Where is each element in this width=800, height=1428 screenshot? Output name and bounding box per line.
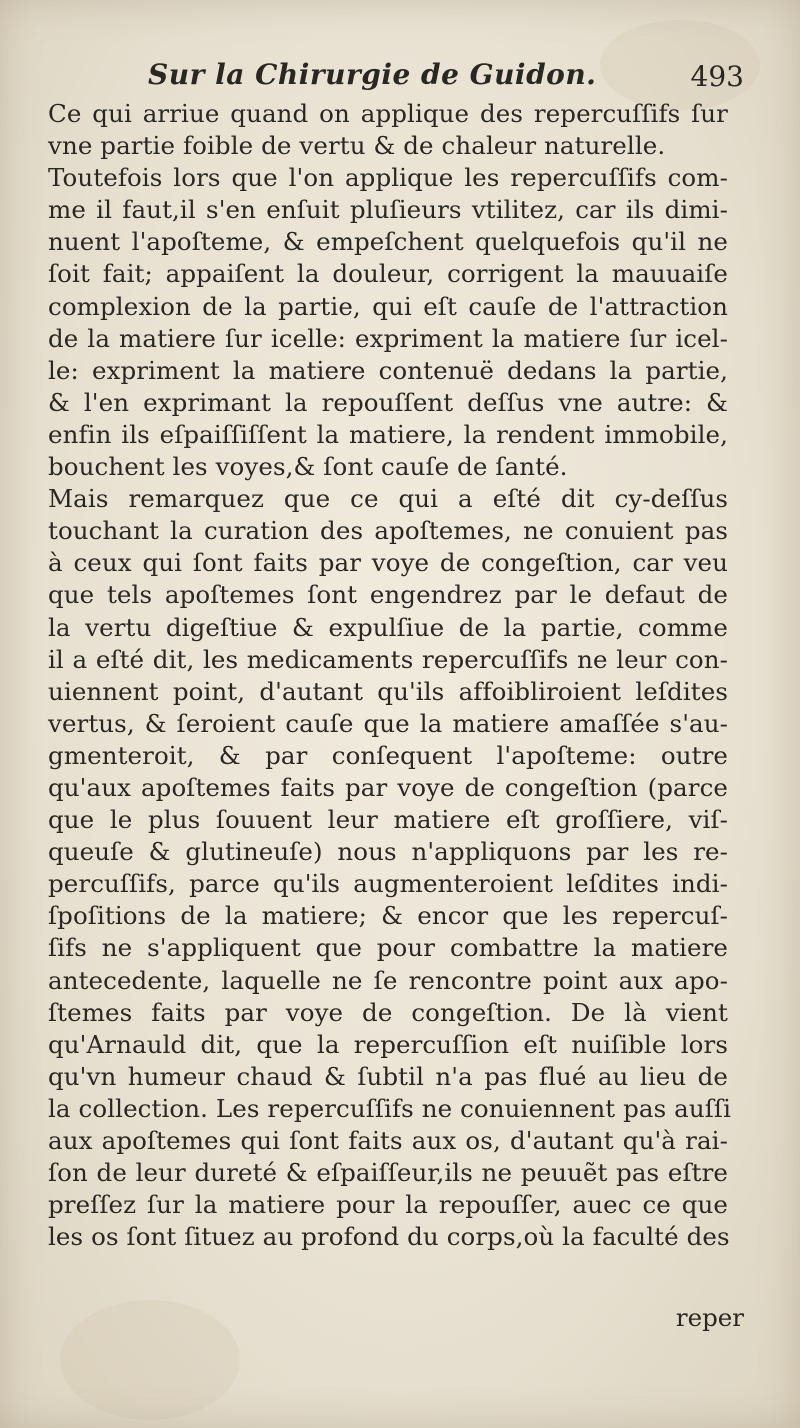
running-title: Sur la Chirurgie de Guidon. bbox=[148, 58, 597, 91]
text-line: vne partie foible de vertu & de chaleur naturelle. bbox=[48, 131, 666, 161]
text-line: Mais remarquez que ce qui a eſté dit cy-deſſus bbox=[48, 484, 728, 514]
catchword: reper bbox=[675, 1303, 744, 1332]
text-line: enfin ils eſpaiſſiſſent la matiere, la rendent immobile, bbox=[48, 419, 728, 449]
text-line: de la matiere ſur icelle: expriment la matiere ſur icel- bbox=[48, 323, 728, 353]
body-text bbox=[48, 98, 732, 1253]
text-line: à ceux qui ſont faits par voye de congeſtion, car veu bbox=[48, 548, 728, 578]
text-line: que tels apoſtemes ſont engendrez par le defaut de bbox=[48, 580, 728, 610]
paper-stain bbox=[60, 1300, 240, 1420]
text-line: vertus, & ſeroient cauſe que la matiere amaſſée s'au- bbox=[48, 708, 728, 738]
text-line: ſtemes faits par voye de congeſtion. De là vient bbox=[48, 997, 728, 1027]
text-line: la vertu digeſtiue & expulſiue de la partie, comme bbox=[48, 612, 728, 642]
text-line: aux apoſtemes qui ſont faits aux os, d'autant qu'à rai- bbox=[48, 1126, 728, 1155]
page-header bbox=[56, 58, 756, 98]
text-line: que le plus ſouuent leur matiere eſt groſſiere, viſ- bbox=[48, 805, 728, 835]
text-line: le: expriment la matiere contenuë dedans la partie, bbox=[48, 355, 728, 385]
text-line: percuſſifs, parce qu'ils augmenteroient leſdites indi- bbox=[48, 869, 728, 899]
text-line: antecedente, laquelle ne ſe rencontre point aux apo- bbox=[48, 965, 728, 995]
text-line: Toutefois lors que l'on applique les repercuſſifs com- bbox=[48, 163, 728, 193]
text-line: uiennent point, d'autant qu'ils affoibliroient leſdites bbox=[48, 676, 728, 706]
text-line: ſpoſitions de la matiere; & encor que les repercuſ- bbox=[48, 901, 728, 931]
text-line: ſoit fait; appaiſent la douleur, corrigent la mauuaiſe bbox=[48, 259, 728, 289]
text-line: il a eſté dit, les medicaments repercuſſifs ne leur con- bbox=[48, 644, 728, 674]
text-line: les os ſont ſituez au profond du corps,où la faculté des bbox=[48, 1222, 730, 1252]
page-number: 493 bbox=[690, 60, 744, 93]
text-line: qu'aux apoſtemes faits par voye de congeſtion (parce bbox=[48, 772, 728, 802]
text-line: qu'vn humeur chaud & ſubtil n'a pas flué au lieu de bbox=[48, 1061, 728, 1091]
text-line: complexion de la partie, qui eſt cauſe de l'attraction bbox=[48, 291, 728, 321]
text-line: qu'Arnauld dit, que la repercuſſion eſt nuiſible lors bbox=[48, 1029, 728, 1059]
text-line: nuent l'apoſteme, & empeſchent quelquefois qu'il ne bbox=[48, 227, 728, 257]
text-line: gmenteroit, & par conſequent l'apoſteme: outre bbox=[48, 740, 728, 770]
text-line: me il faut,il s'en enſuit pluſieurs vtilitez, car ils dimi- bbox=[48, 195, 728, 225]
text-line: bouchent les voyes,& ſont cauſe de ſanté. bbox=[48, 452, 568, 482]
text-line: ſifs ne s'appliquent que pour combattre la matiere bbox=[48, 933, 728, 963]
text-line: preſſez ſur la matiere pour la repouſſer, auec ce que bbox=[48, 1190, 728, 1220]
text-line: touchant la curation des apoſtemes, ne conuient pas bbox=[48, 516, 728, 546]
text-line: Ce qui arriue quand on applique des repercuſſifs ſur bbox=[48, 99, 728, 128]
text-line: & l'en exprimant la repouſſent deſſus vne autre: & bbox=[48, 387, 728, 417]
text-line: la collection. Les repercuſſifs ne conuiennent pas auſſi bbox=[48, 1093, 732, 1123]
text-line: ſon de leur dureté & eſpaiſſeur,ils ne peuuẽt pas eſtre bbox=[48, 1158, 728, 1188]
text-line: queuſe & glutineuſe) nous n'appliquons par les re- bbox=[48, 837, 728, 867]
